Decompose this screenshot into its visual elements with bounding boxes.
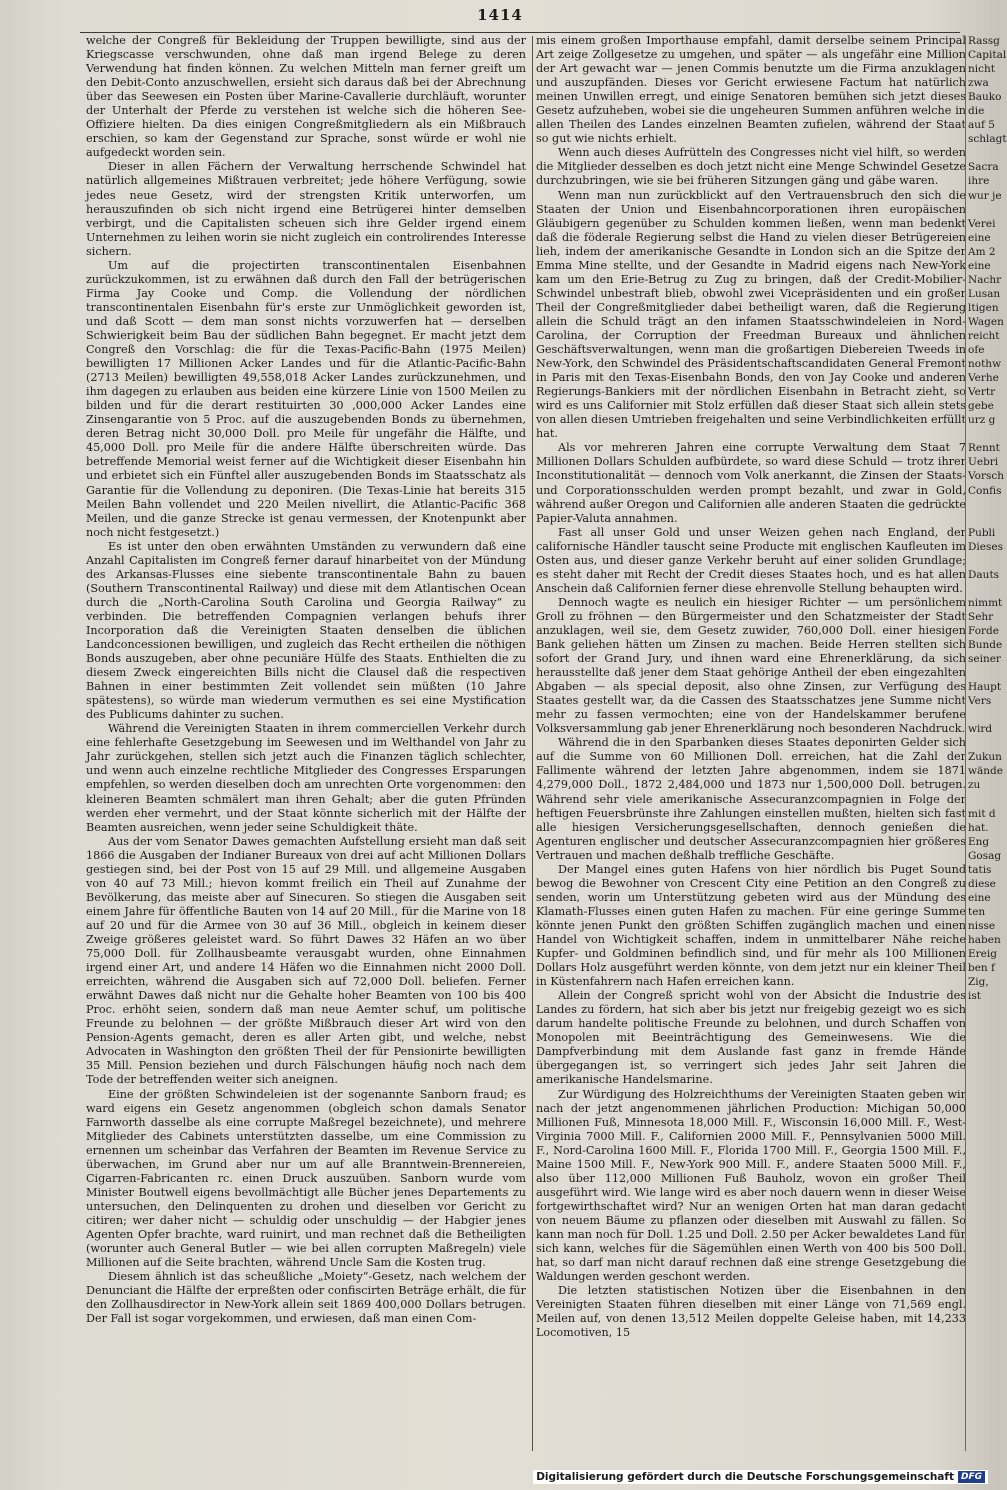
- cropped-line-fragment: ltigen: [968, 301, 999, 314]
- cropped-line-fragment: Zig,: [968, 976, 989, 989]
- paragraph: Aus der vom Senator Dawes gemachten Aufstellung ersieht man daß seit 1866 die Ausgaben der Indianer Bureaux von drei auf acht Millionen Dollars gestiegen sind, bei der Post von 15 auf 29 Mill. und allgemeine Ausgaben von 40 auf 73 Mill.; hievon kommt freilich ein Theil auf Zunahme der Bevölkerung, das meiste aber auf Sinecuren. So stiegen die Ausgaben seit einem Jahre für öffentliche Bauten von 14 auf 20 Mill., für die Marine von 18 auf 20 und für die Armee von 30 auf 36 Mill., obgleich in keinem dieser Zweige größeres geleistet ward. So führt Dawes 32 Häfen an wo über 75,000 Doll. für Zollhausbeamte verausgabt wurden, ohne Einnahmen irgend einer Art, und andere 14 Häfen wo die Einnahmen nicht 2000 Doll. erreichten, während die Ausgaben sich auf 72,000 Doll. beliefen. Ferner erwähnt Dawes daß nicht nur die Gehalte hoher Beamten von 100 bis 400 Proc. erhöht seien, sondern daß man neue Aemter schuf, um politische Freunde zu belohnen — der größte Mißbrauch dieser Art wird von den Pension-Agents gemacht, deren es aller Arten gibt, und welche, nebst Advocaten in Washington den größten Theil der für Pensionirte bewilligten 35 Mill. Pension beziehen und durch Fälschungen häufig noch nach dem Tode der betreffenden weiter sich aneignen.: [86, 834, 526, 1087]
- cropped-line-fragment: [968, 554, 998, 568]
- cropped-line-fragment: zu: [968, 779, 981, 792]
- cropped-line-fragment: [968, 203, 998, 217]
- cropped-line-fragment: [968, 512, 998, 526]
- cropped-line-fragment: Sehr: [968, 610, 994, 623]
- cropped-line-fragment: ofe: [968, 344, 985, 357]
- paragraph: Es ist unter den oben erwähnten Umständen zu verwundern daß eine Anzahl Capitalisten im Congreß ferner darauf hinarbeitet von der Mündung des Arkansas-Flusses eine siebente transcontinentale Bahn zu bauen (Southern Transcontinental Railway) und diese mit dem Atlantischen Ocean durch die „North-Carolina South Carolina und Georgia Railway“ zu verbinden. Die betreffenden Compagnien verlangen behufs ihrer Incorporation daß die Vereinigten Staaten denselben die üblichen Landconcessionen bewilligen, und zugleich das Recht ertheilen die nöthigen Bonds auszugeben, aber ohne pecuniäre Hülfe des Staats. Enthielten die zu diesem Zweck eingereichten Bills nicht die Clausel daß die respectiven Bahnen in einer bestimmten Zeit vollendet sein müßten (10 Jahre spätestens), so würde man wiederum vermuthen es sei eine Mystification des Publicums dahinter zu suchen.: [86, 539, 526, 722]
- cropped-line-fragment: Vorsch: [968, 470, 1004, 483]
- cropped-line-fragment: Dauts: [968, 568, 1000, 581]
- cropped-line-fragment: die: [968, 105, 985, 118]
- cropped-line-fragment: eine: [968, 891, 991, 904]
- cropped-line-fragment: Rassg: [968, 35, 1000, 47]
- cropped-line-fragment: nothw: [968, 358, 1002, 371]
- cropped-line-fragment: Publi: [968, 526, 996, 539]
- cropped-line-fragment: [968, 736, 998, 750]
- cropped-line-fragment: Capital: [968, 49, 1007, 62]
- cropped-line-fragment: Am 2: [968, 245, 996, 258]
- cropped-line-fragment: [968, 146, 998, 160]
- paragraph: Als vor mehreren Jahren eine corrupte Verwaltung dem Staat 7 Millionen Dollars Schulden aufbürdete, so ward diese Schuld — trotz ihrer Inconstitutionalität — dennoch vom Volk anerkannt, die Zinsen der Staats- und Corporationsschulden werden prompt bezahlt, und zwar in Gold, während außer Oregon und Californien alle anderen Staaten die gedrückte Papier-Valuta annahmen.: [536, 441, 966, 525]
- cropped-line-fragment: wird: [968, 723, 993, 736]
- paragraph: Wenn man nun zurückblickt auf den Vertrauensbruch den sich die Staaten der Union und Eisenbahncorporationen ihren europäischen Gläubigern gegenüber zu Schulden kommen ließen, wenn man bedenkt daß die föderale Regierung selbst die Hand zu vielen dieser Betrügereien lieh, indem der amerikanische Gesandte in London sich an die Spitze der Emma Mine stellte, und der Gesandte in Madrid eigens nach New-York kam um den Erie-Betrug zu Zug zu bringen, daß der Credit-Mobilier-Schwindel unbestraft blieb, obwohl zwei Vicepräsidenten und ein großer Theil der Congreßmitglieder dabei betheiligt waren, daß die Regierung allein die Schuld trägt an den infamen Staatsschwindeleien in Nord-Carolina, der Corruption der Freedman Bureaux und ähnlichen Geschäftsverwaltungen, wenn man die großartigen Diebereien Tweeds in New-York, den Schwindel des Präsidentschaftscandidaten General Fremont in Paris mit den Texas-Eisenbahn Bonds, den von Jay Cooke und anderen Regierungs-Bankiers mit der nördlichen Eisenbahn in Betracht zieht, so wird es uns Californier mit Stolz erfüllen daß dieser Staat sich allein stets von allen diesen Umtrieben freigehalten und seine Verbindlichkeiten erfüllt hat.: [536, 188, 966, 441]
- cropped-line-fragment: auf 5: [968, 119, 995, 132]
- paragraph: Allein der Congreß spricht wohl von der Absicht die Industrie des Landes zu fördern, hat sich aber bis jetzt nur freigebig gezeigt wo es sich darum handelte politische Freunde zu belohnen, und durch Schaffen von Monopolen mit Beeinträchtigung des Gemeinwesens. Wie die Dampfverbindung mit dem Auslande fast ganz in fremde Hände übergegangen ist, so verringert sich jedes Jahr seit Jahren die amerikanische Handelsmarine.: [536, 989, 966, 1087]
- cropped-line-fragment: Ereig: [968, 948, 997, 961]
- cropped-line-fragment: [968, 666, 998, 680]
- cropped-line-fragment: Wagen: [968, 315, 1004, 328]
- cropped-line-fragment: Eng: [968, 835, 990, 848]
- middle-column: [536, 34, 966, 1454]
- cropped-line-fragment: wur je: [968, 189, 1002, 202]
- column-divider: [532, 36, 533, 1451]
- page-number: 1414: [477, 6, 523, 24]
- cropped-line-fragment: haben: [968, 934, 1001, 946]
- cropped-line-fragment: tatis: [968, 863, 992, 876]
- paragraph: Wenn auch dieses Aufrütteln des Congresses nicht viel hilft, so werden die Mitglieder desselben es doch jetzt nicht eine Menge Schwindel Gesetze durchzubringen, wie sie bei früheren Sitzungen gäng und gäbe waren.: [536, 146, 966, 188]
- cropped-line-fragment: nimmt: [968, 596, 1003, 609]
- paragraph: Während die in den Sparbanken dieses Staates deponirten Gelder sich auf die Summe von 60 Millionen Doll. erreichen, hat die Zahl der Fallimente während der letzten Jahre abgenommen, indem sie 1871 4,279,000 Doll., 1872 2,484,000 und 1873 nur 1,500,000 Doll. betrugen. Während sehr viele amerikanische Assecuranzcompagnien in Folge der heftigen Feuersbrünste ihre Zahlungen einstellen mußten, hielten sich fast alle hiesigen Versicherungsgesellschaften, dennoch genießen die Agenturen englischer und deutscher Assecuranzcompagnien hier größeres Vertrauen und machen deßhalb treffliche Geschäfte.: [536, 736, 966, 862]
- cropped-line-fragment: Verei: [968, 217, 996, 230]
- cropped-line-fragment: ten: [968, 905, 986, 918]
- cropped-line-fragment: Nachr: [968, 273, 1002, 286]
- cropped-line-fragment: ist: [968, 990, 981, 1003]
- cropped-line-fragment: wände: [968, 765, 1003, 778]
- column-divider: [965, 36, 966, 1451]
- paragraph: Fast all unser Gold und unser Weizen gehen nach England, der californische Händler tauscht seine Producte mit englischen Kaufleuten im Osten aus, und dieser ganze Verkehr beruht auf einer soliden Grundlage; es steht daher mit Recht der Credit dieses Staates hoch, und es hat allen Anschein daß Californien ferner diese ehrenvolle Stellung behaupten wird.: [536, 525, 966, 595]
- paragraph: Die letzten statistischen Notizen über die Eisenbahnen in den Vereinigten Staaten führen dieselben mit einer Länge von 71,569 engl. Meilen auf, von denen 13,512 Meilen doppelte Geleise haben, mit 14,233 Locomotiven, 15: [536, 1284, 966, 1340]
- credit-text: Digitalisierung gefördert durch die Deutsche Forschungsgemeinschaft: [536, 1471, 954, 1483]
- cropped-line-fragment: [968, 498, 998, 512]
- cropped-line-fragment: Vertr: [968, 386, 996, 399]
- paragraph: Während die Vereinigten Staaten in ihrem commerciellen Verkehr durch eine fehlerhafte Gesetzgebung im Seewesen und im Welthandel von Jahr zu Jahr zurückgehen, stellen sich jetzt auch die Finanzen täglich schlechter, und wenn auch einzelne rechtliche Mitglieder des Congresses Ersparungen empfehlen, so werden dieselben doch am unrechten Orte vorgenommen: den kleineren Beamten schmälert man ihren Gehalt; aber die guten Pfründen werden eher vermehrt, und der Staat könnte sicherlich mit der Hälfte der Beamten ausreichen, wenn jeder seine Schuldigkeit thäte.: [86, 722, 526, 834]
- cropped-line-fragment: mit d: [968, 807, 996, 820]
- cropped-line-fragment: Bunde: [968, 639, 1003, 652]
- paragraph: mis einem großen Importhause empfahl, damit derselbe seinem Principal Art zeige Zollgesetze zu umgehen, und später — als ungefähr eine Million der Art gewacht war — jenen Commis benutzte um die Firma anzuklagen und auszupfänden. Dieses vor Gericht erwiesene Factum hat natürlich meinen Unwillen erregt, und einige Senatoren bemühen sich jetzt dieses Gesetz aufzuheben, wobei sie die ungeheuren Summen anführen welche in allen Theilen des Landes einzelnen Beamten zufielen, während der Staat so gut wie nichts erhielt.: [536, 34, 966, 146]
- cropped-line-fragment: Verhe: [968, 372, 999, 385]
- paragraph: Eine der größten Schwindeleien ist der sogenannte Sanborn fraud; es ward eigens ein Gesetz angenommen (obgleich schon damals Senator Farnworth dasselbe als eine corrupte Maßregel bezeichnete), und mehrere Mitglieder des Cabinets unterstützten dasselbe, um eine Commission zu ernennen um scheinbar das Verfahren der Beamten im Revenue Service zu überwachen, im Grund aber nur um auf alle Branntwein-Brennereien, Cigarren-Fabricanten rc. einen Druck auszuüben. Sanborn wurde vom Minister Boutwell eigens bevollmächtigt alle Bücher jenes Departements zu untersuchen, den Delinquenten zu drohen und dieselben vor Gericht zu citiren; wer daher nicht — schuldig oder unschuldig — der Habgier jenes Agenten Opfer brachte, ward ruinirt, und man rechnet daß die Betheiligten (worunter auch General Butler — wie bei allen corrupten Maßregeln) viele Millionen auf die Seite brachten, während Uncle Sam die Kosten trug.: [86, 1087, 526, 1270]
- cropped-line-fragment: eine: [968, 259, 991, 272]
- cropped-line-fragment: reicht: [968, 329, 1000, 342]
- digitization-credit: [533, 1470, 988, 1484]
- cropped-line-fragment: hat.: [968, 821, 989, 834]
- right-column-cropped: [968, 34, 1007, 1454]
- left-column: [86, 34, 526, 1454]
- cropped-line-fragment: Rennt: [968, 442, 1000, 455]
- cropped-line-fragment: seiner: [968, 653, 1001, 666]
- cropped-line-fragment: schlagt: [968, 133, 1007, 146]
- cropped-line-fragment: Gosag: [968, 849, 1002, 862]
- cropped-line-fragment: Vers: [968, 695, 992, 708]
- cropped-line-fragment: [968, 427, 998, 441]
- paragraph: Zur Würdigung des Holzreichthums der Vereinigten Staaten geben wir nach der jetzt angenommenen jährlichen Production: Michigan 50,000 Millionen Fuß, Minnesota 18,000 Mill. F., Wisconsin 16,000 Mill. F., West-Virginia 7000 Mill. F., Californien 2000 Mill. F., Pennsylvanien 5000 Mill. F., Nord-Carolina 1600 Mill. F., Florida 1700 Mill. F., Georgia 1500 Mill. F., Maine 1500 Mill. F., New-York 900 Mill. F., andere Staaten 5000 Mill. F., also über 112,000 Millionen Fuß Bauholz, wovon ein großer Theil ausgeführt wird. Wie lange wird es aber noch dauern wenn in dieser Weise fortgewirthschaftet wird? Nur an wenigen Orten hat man daran gedacht von neuem Bäume zu pflanzen oder dieselben mit Auswahl zu fällen. So kann man noch für Doll. 1.25 und Doll. 2.50 per Acker bewaldetes Land für sich kann, welches für die Sägemühlen einen Werth von 400 bis 500 Doll. hat, so darf man nicht darauf rechnen daß eine strenge Gesetzgebung die Waldungen werden geschont werden.: [536, 1087, 966, 1284]
- cropped-line-fragment: Dieses: [968, 540, 1003, 553]
- cropped-line-fragment: nisse: [968, 919, 996, 932]
- paragraph: Der Mangel eines guten Hafens von hier nördlich bis Puget Sound bewog die Bewohner von Crescent City eine Petition an den Congreß zu senden, worin um Unterstützung gebeten wird aus der Mündung des Klamath-Flusses einen guten Hafen zu machen. Für eine geringe Summe könnte jenen Punkt den größten Schiffen zugänglich machen und einen Handel von Wichtigkeit schaffen, indem in unmittelbarer Nähe reiche Kupfer- und Goldminen befindlich sind, und für mehr als 100 Millionen Dollars Holz ausgeführt werden könnte, von dem jetzt nur ein kleiner Theil in Küstenfahrern nach Hafen erreichen kann.: [536, 862, 966, 989]
- cropped-line-fragment: gebe: [968, 400, 994, 413]
- paragraph: Um auf die projectirten transcontinentalen Eisenbahnen zurückzukommen, ist zu erwähnen daß durch den Fall der betrügerischen Firma Jay Cooke und Comp. die Vollendung der nördlichen transcontinentalen Eisenbahn für's erste zur Unmöglichkeit geworden ist, und daß Scott — dem man sonst nichts vorzuwerfen hat — derselben Schwierigkeit beim Bau der südlichen Bahn begegnet. Er macht jetzt dem Congreß den Vorschlag: die für die Texas-Pacific-Bahn (1975 Meilen) bewilligten 17 Millionen Acker Landes und für die Atlantic-Pacific-Bahn (2713 Meilen) bewilligten 49,558,018 Acker Landes zurückzunehmen, und ihm dagegen zu erlauben aus beiden eine kürzere Linie von 1500 Meilen zu bilden und für die derart restituirten 30 ,000,000 Acker Landes eine Zinsengarantie von 5 Proc. auf die auszugebenden Bonds zu übernehmen, deren Betrag nicht 30,000 Doll. pro Meile für ungefähr die Hälfte, und 45,000 Doll. pro Meile für die andere Hälfte überschreiten würde. Das betreffende Memorial weist ferner auf die Wichtigkeit dieser Eisenbahn hin und erbietet sich ein Fünftel aller auszugebenden Bonds im Staatsschatz als Garantie für die Vollendung zu deponiren. (Die Texas-Linie hat bereits 315 Meilen Bahn vollendet und 220 Meilen nivellirt, die Atlantic-Pacific 368 Meilen, und die ganze Strecke ist genau vermessen, der Knotenpunkt aber noch nicht festgesetzt.): [86, 258, 526, 539]
- paragraph: Dennoch wagte es neulich ein hiesiger Richter — um persönlichem Groll zu fröhnen — den Bürgermeister und den Schatzmeister der Stadt anzuklagen, weil sie, dem Gesetz zuwider, 760,000 Doll. einer hiesigen Bank geliehen hätten um Zinsen zu machen. Beide Herren stellten sich sofort der Grand Jury, und ihnen ward eine Ehrenerklärung, da sich herausstellte daß jener dem Staat gehörige Antheil der eben eingezahlten Abgaben — als special deposit, also ohne Zinsen, zur Verfügung des Staates gestellt war, da die Cassen des Staatsschatzes jene Summe nicht mehr zu fassen vermochten; eine von der Handelskammer berufene Volksversammlung gab jener Ehrenerklärung noch besonderen Nachdruck.: [536, 595, 966, 736]
- cropped-line-fragment: Haupt: [968, 681, 1002, 694]
- cropped-line-fragment: nicht: [968, 63, 995, 76]
- cropped-line-fragment: Zukun: [968, 751, 1002, 764]
- cropped-line-fragment: [968, 793, 998, 807]
- cropped-line-fragment: Confis: [968, 484, 1002, 497]
- cropped-line-fragment: ihre: [968, 175, 990, 188]
- cropped-line-fragment: Bauko: [968, 91, 1002, 104]
- cropped-line-fragment: eine: [968, 231, 991, 244]
- paragraph: welche der Congreß für Bekleidung der Truppen bewilligte, sind aus der Kriegscasse verschwunden, ohne daß man irgend Belege zu deren Verwendung hat finden können. Zu welchen Mitteln man ferner greift um den Debit-Conto anzuschwellen, ersieht sich daraus daß bei der Abrechnung über das Seewesen ein Posten über Marine-Cavallerie durchläuft, worunter der Unterhalt der Pferde zu verstehen ist welche sich die höheren See-Offiziere hielten. Da dies einigen Congreßmitgliedern als ein Mißbrauch erschien, so kam der Gegenstand zur Sprache, sonst würde er wohl nie aufgedeckt worden sein.: [86, 34, 526, 160]
- cropped-line-fragment: ben f: [968, 962, 995, 975]
- cropped-line-fragment: Sacra: [968, 161, 999, 174]
- cropped-line-fragment: Forde: [968, 624, 999, 637]
- cropped-line-fragment: Lusan: [968, 287, 1001, 300]
- paragraph: Dieser in allen Fächern der Verwaltung herrschende Schwindel hat natürlich allgemeines Mißtrauen verbreitet; jede höhere Verfügung, sowie jedes neue Gesetz, wird der strengsten Kritik unterworfen, um herauszufinden ob sich nicht irgend eine Betrügerei hinter demselben verbirgt, und die Capitalisten scheuen sich ihre Gelder irgend einem Unternehmen zu leihen worin sie nicht zugleich ein controlirendes Interesse sichern.: [86, 160, 526, 258]
- cropped-line-fragment: diese: [968, 877, 996, 890]
- paragraph: Diesem ähnlich ist das scheußliche „Moiety“-Gesetz, nach welchem der Denunciant die Hälfte der erpreßten oder confiscirten Beträge erhält, die für den Zollhausdirector in New-York allein seit 1869 400,000 Dollars betrugen. Der Fall ist sogar vorgekommen, und erwiesen, daß man einen Com-: [86, 1270, 526, 1326]
- cropped-line-fragment: zwa: [968, 77, 989, 90]
- cropped-line-fragment: [968, 582, 998, 596]
- cropped-line-fragment: Uebri: [968, 456, 999, 469]
- dfg-logo: DFG: [958, 1471, 985, 1483]
- header-rule: [80, 32, 960, 33]
- cropped-line-fragment: urz g: [968, 414, 996, 427]
- cropped-line-fragment: [968, 708, 998, 722]
